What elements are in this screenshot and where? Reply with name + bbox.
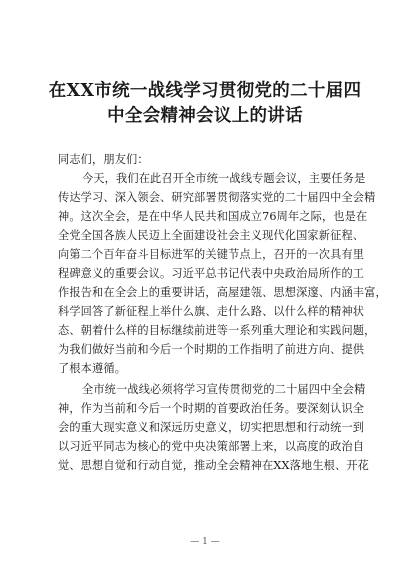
body-line: 全市统一战线必须将学习宣传贯彻党的二十届四中全会精 [82, 383, 366, 396]
body-line: 今天，我们在此召开全市统一战线专题会议，主要任务是 [82, 172, 366, 185]
body-line: 程碑意义的重要会议。习近平总书记代表中央政治局所作的工 [58, 267, 365, 280]
document-title-line-2: 中全会精神会议上的讲话 [107, 106, 303, 126]
body-line: 为我们做好当前和今后一个时期的工作指明了前进方向、提供 [58, 343, 365, 356]
document-title-line-1: 在XX市统一战线学习贯彻党的二十届四 [48, 81, 362, 101]
body-line: 全党全国各族人民迈上全面建设社会主义现代化国家新征程、 [58, 229, 365, 242]
body-line: 神。这次全会，是在中华人民共和国成立76周年之际，也是在 [58, 210, 368, 223]
body-line: 会的重大现实意义和深远历史意义，切实把思想和行动统一到 [58, 421, 365, 434]
body-line: 传达学习、深入领会、研究部署贯彻落实党的二十届四中全会精 [58, 191, 376, 204]
body-line: 作报告和在全会上的重要讲话，高屋建瓴、思想深邃、内涵丰富， [58, 286, 387, 299]
body-line: 向第二个百年奋斗目标进军的关键节点上，召开的一次具有里 [58, 248, 365, 261]
body-line: 了根本遵循。 [58, 362, 127, 375]
body-line: 以习近平同志为核心的党中央决策部署上来，以高度的政治自 [58, 440, 365, 453]
body-line: 科学回答了新征程上举什么旗、走什么路、以什么样的精神状 [58, 305, 365, 318]
body-line: 觉、思想自觉和行动自觉，推动全会精神在XX落地生根、开花 [58, 459, 370, 472]
salutation: 同志们，朋友们： [58, 153, 149, 166]
body-line: 态、朝着什么样的目标继续前进等一系列重大理论和实践问题， [58, 324, 376, 337]
page-number: — 1 — [190, 537, 220, 547]
body-line: 神，作为当前和今后一个时期的首要政治任务。要深刻认识全 [58, 402, 365, 415]
